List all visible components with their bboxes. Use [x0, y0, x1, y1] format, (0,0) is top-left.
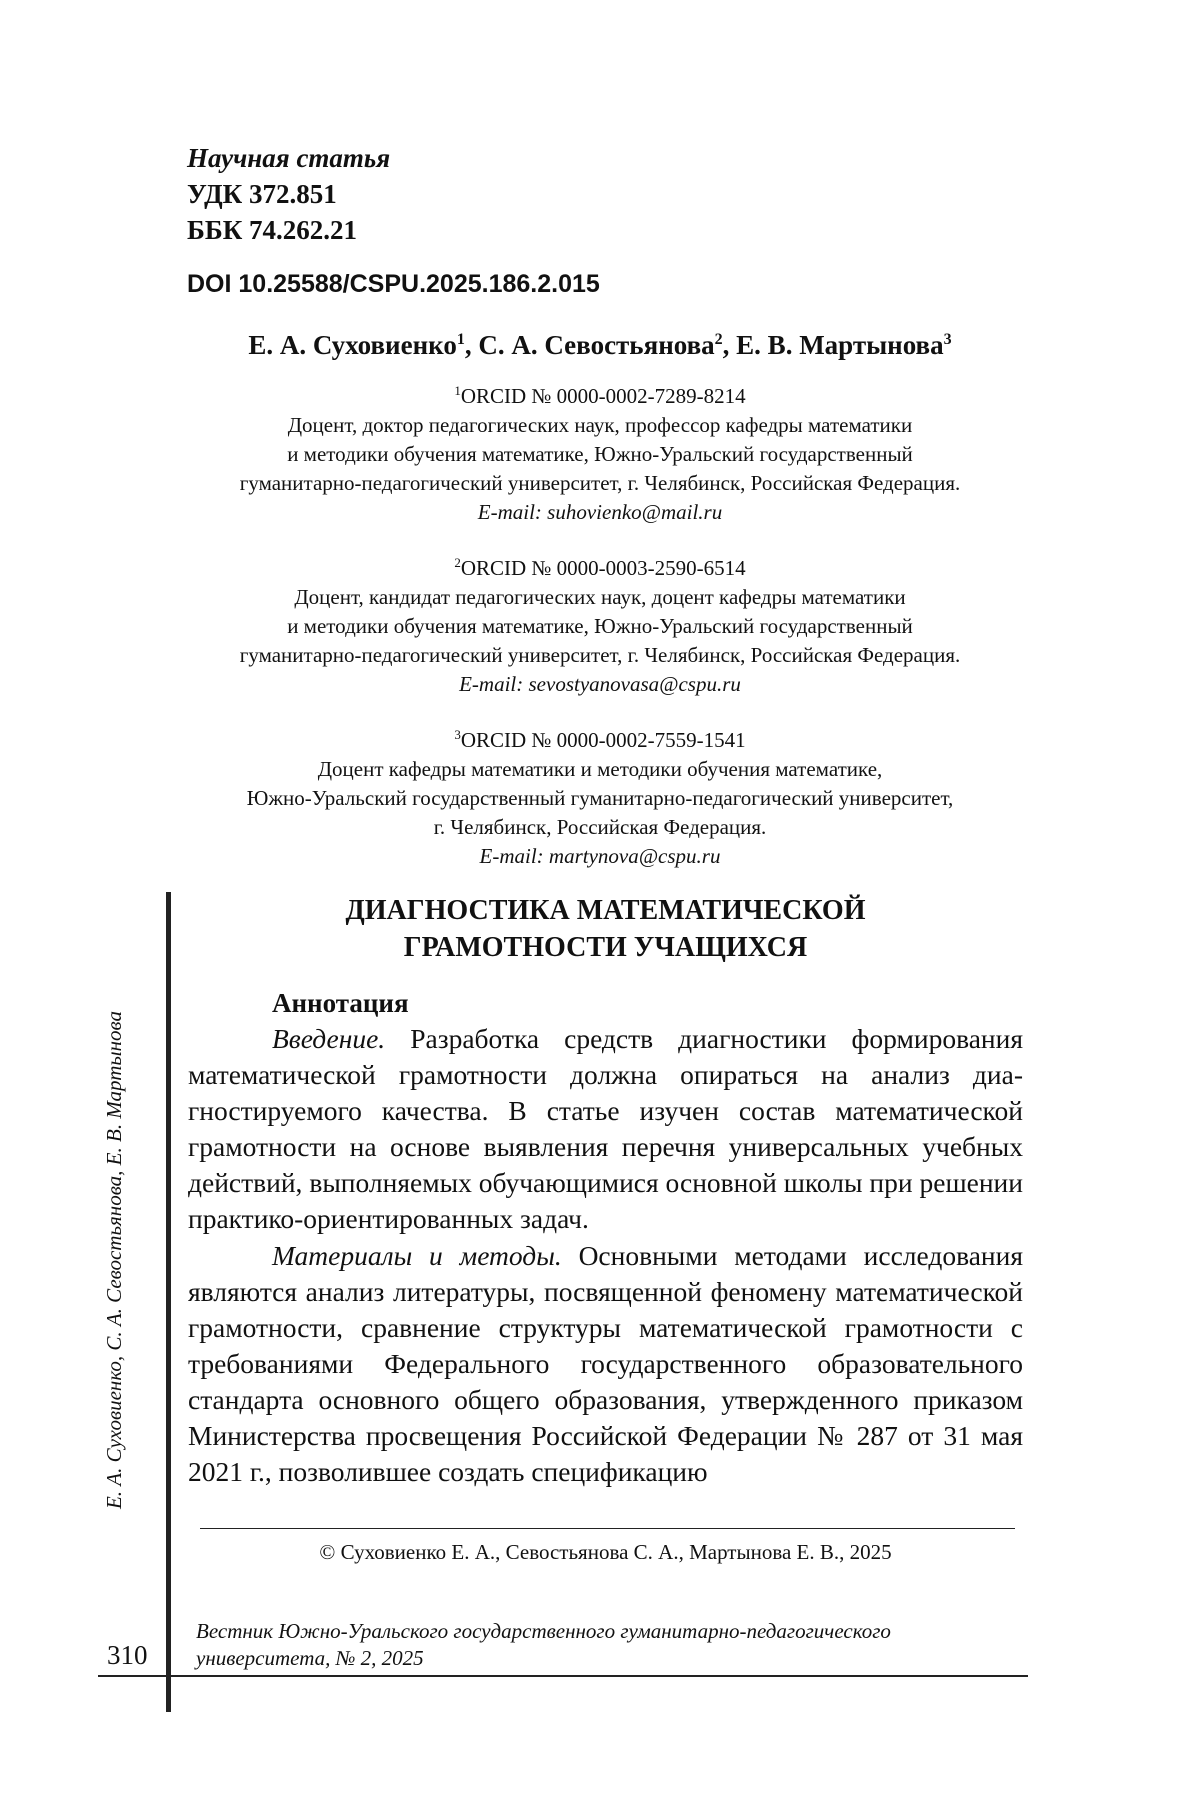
orcid-id: ORCID № 0000-0002-7559-1541 [460, 728, 746, 752]
authors-line [150, 322, 1050, 363]
affiliation-line: Южно-Уральский государственный гуманитарно-педагогический университет, [246, 786, 954, 810]
doi[interactable]: DOI 10.25588/CSPU.2025.186.2.015 [187, 270, 600, 298]
affiliation-line: и методики обучения математике, Южно-Уральский государственный [287, 614, 913, 638]
abstract-paragraph [188, 1238, 1023, 1491]
author-sup: 2 [714, 331, 723, 348]
journal-citation [196, 1618, 891, 1672]
author-email[interactable]: E-mail: suhovienko@mail.ru [477, 500, 723, 524]
author-sup: 3 [943, 331, 952, 348]
side-running-title: Е. А. Суховиенко, С. А. Севостьянова, Е. В. Мартынова [102, 1010, 126, 1510]
affiliation-line: г. Челябинск, Российская Федерация. [433, 815, 767, 839]
abstract-body [188, 1021, 1023, 1490]
bbk-code: ББК 74.262.21 [187, 215, 358, 245]
orcid-line [150, 376, 1050, 411]
journal-citation-line: Вестник Южно-Уральского государственного гуманитарно-педагогического [196, 1619, 891, 1643]
footer-rule [98, 1675, 1028, 1677]
author-name: С. А. Севостьянова [478, 330, 715, 360]
article-title-line: ДИАГНОСТИКА МАТЕМАТИЧЕСКОЙ [345, 895, 866, 926]
orcid-id: ORCID № 0000-0003-2590-6514 [460, 556, 746, 580]
article-title [188, 892, 1023, 966]
affiliation-1 [150, 376, 1050, 527]
affiliation-line: Доцент, доктор педагогических наук, профессор кафедры математики [287, 413, 913, 437]
article-type: Научная статья [187, 143, 391, 173]
author-separator: , [722, 330, 737, 360]
copyright-notice: © Суховиенко Е. А., Севостьянова С. А., Мартынова Е. В., 2025 [319, 1540, 892, 1564]
orcid-line [150, 720, 1050, 755]
abstract-subheading: Материалы и методы. [272, 1239, 562, 1271]
affiliation-2 [150, 548, 1050, 699]
orcid-id: ORCID № 0000-0002-7289-8214 [460, 384, 746, 408]
affiliation-line: Доцент кафедры математики и методики обучения математике, [317, 757, 883, 781]
affiliation-3 [150, 720, 1050, 871]
author-email[interactable]: E-mail: martynova@cspu.ru [479, 844, 721, 868]
author-name: Е. В. Мартынова [736, 330, 944, 360]
affiliation-sup: 2 [454, 555, 461, 570]
journal-citation-line: университета, № 2, 2025 [196, 1646, 424, 1670]
affiliation-line: гуманитарно-педагогический университет, г. Челябинск, Российская Федерация. [239, 643, 961, 667]
affiliation-sup: 3 [454, 727, 461, 742]
affiliation-line: Доцент, кандидат педагогических наук, доцент кафедры математики [294, 585, 906, 609]
footnote-separator [200, 1528, 1015, 1529]
author-separator: , [464, 330, 479, 360]
author-sup: 1 [456, 331, 465, 348]
author-email[interactable]: E-mail: sevostyanovasa@cspu.ru [459, 672, 741, 696]
affiliation-line: гуманитарно-педагогический университет, г. Челябинск, Российская Федерация. [239, 471, 961, 495]
article-title-line: ГРАМОТНОСТИ УЧАЩИХСЯ [403, 932, 808, 963]
udk-code: УДК 372.851 [187, 179, 337, 209]
abstract-text: Основными методами исследования являются анализ литературы, посвященной феномену математической грамотности, сравнение структуры математической грамотности с требованиями Федерального государственного образовательного стандарта основного общего образования, утвержденного приказом Министерства просвещения Российской Федерации № 287 от 31 мая 2021 г., позволившее создать спецификацию [188, 1239, 1024, 1488]
side-vertical-rule [166, 892, 171, 1712]
affiliation-line: и методики обучения математике, Южно-Уральский государственный [287, 442, 913, 466]
affiliation-sup: 1 [454, 383, 461, 398]
abstract-text: Разработка средств диагностики формирования математической грамотности должна опираться на анализ диагностируемого качества. В статье изучен состав математической грамотности на основе выявления перечня универсальных учебных действий, выполняемых обучающимися основной школы при решении практико-ориентированных задач. [188, 1023, 1023, 1235]
article-header [187, 140, 390, 248]
author-name: Е. А. Суховиенко [248, 330, 457, 360]
abstract-heading: Аннотация [272, 988, 409, 1018]
abstract-subheading: Введение. [272, 1023, 386, 1054]
orcid-line [150, 548, 1050, 583]
page-number: 310 [107, 1640, 148, 1670]
abstract-paragraph [188, 1021, 1023, 1238]
